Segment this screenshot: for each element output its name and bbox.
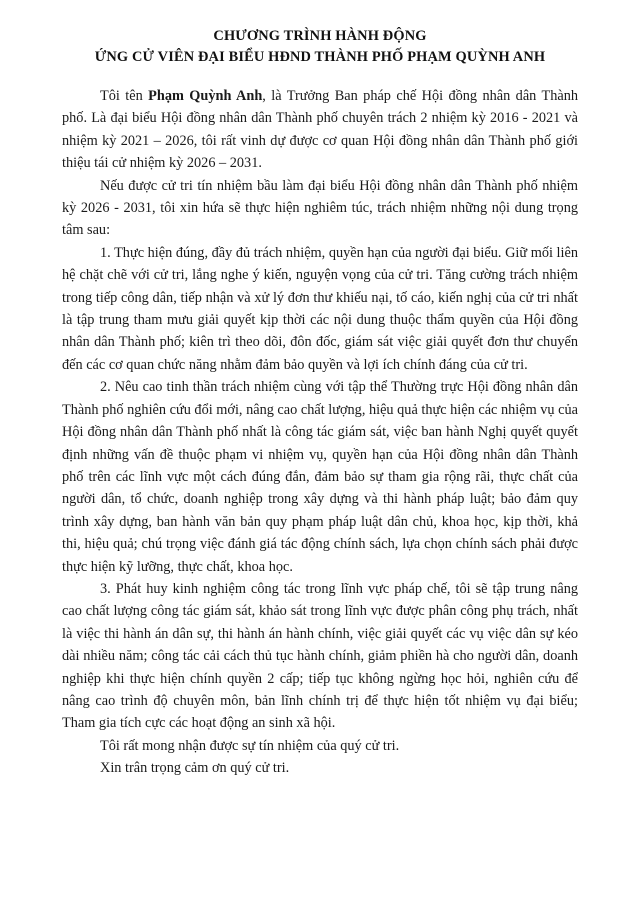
paragraph-item-3 [62,578,578,735]
item-2-number: 2. [100,379,111,396]
paragraph-closing-request: Tôi rất mong nhận được sự tín nhiệm của quý cử tri. [100,737,400,754]
item-2-text: Nêu cao tinh thần trách nhiệm cùng với tập thể Thường trực Hội đồng nhân dân Thành phố nghiên cứu đổi mới, nâng cao chất lượng, hiệu quả thực hiện các nhiệm vụ của Hội đồng nhân dân Thành phố nhất là công tác giám sát, việc ban hành Nghị quyết quyết định những vấn đề thuộc phạm vi nhiệm vụ, quyền hạn của Hội đồng nhân dân Thành phố trên các lĩnh vực một cách đúng đắn, đảm bảo sự tham gia rộng rãi, thực chất của người dân, tổ chức, doanh nghiệp trong xây dựng và thi hành pháp luật; bảo đảm quy trình xây dựng, ban hành văn bản quy phạm pháp luật dân chủ, khoa học, kịp thời, khả thi, hiệu quả; chú trọng việc đánh giá tác động chính sách, lựa chọn chính sách phải được thực hiện kỹ lưỡng, thực chất, khoa học. [62,379,578,575]
paragraph-item-1 [62,242,578,376]
page-title [62,26,578,68]
item-3-number: 3. [100,580,111,597]
title-line-candidate: ỨNG CỬ VIÊN ĐẠI BIỂU HĐND THÀNH PHỐ PHẠM QUỲNH ANH [94,49,546,65]
item-1-text: Thực hiện đúng, đầy đủ trách nhiệm, quyền hạn của người đại biểu. Giữ mối liên hệ chặt chẽ với cử tri, lắng nghe ý kiến, nguyện vọng của cử tri. Tăng cường trách nhiệm trong tiếp công dân, tiếp nhận và xử lý đơn thư khiếu nại, tố cáo, kiến nghị của cử tri nhất là tập trung tham mưu giải quyết kịp thời các nội dung thuộc thẩm quyền của Hội đồng nhân dân Thành phố; kiên trì theo dõi, đôn đốc, giám sát việc giải quyết đơn thư chuyển đến các cơ quan chức năng nhằm đảm bảo quyền và lợi ích chính đáng của cử tri. [62,244,578,373]
intro-text-before-name: Tôi tên [100,88,149,104]
paragraph-introduction [62,85,578,175]
paragraph-closing-thanks: Xin trân trọng cảm ơn quý cử tri. [100,760,290,777]
document-body [62,85,578,780]
item-1-number: 1. [100,244,111,261]
item-3-text: Phát huy kinh nghiệm công tác trong lĩnh vực pháp chế, tôi sẽ tập trung nâng cao chất lượng công tác giám sát, khảo sát trong lĩnh vực được phân công phụ trách, nhất là việc thi hành án dân sự, thi hành án hành chính, việc giải quyết các vụ việc dân sự kéo dài nhiều năm; công tác cải cách thủ tục hành chính, giảm phiền hà cho người dân, doanh nghiệp khi thực hiện chính quyền 2 cấp; tiếp tục không ngừng học hỏi, nghiên cứu để nâng cao trình độ chuyên môn, bản lĩnh chính trị để thực hiện tốt nhiệm vụ đại biểu; Tham gia tích cực các hoạt động an sinh xã hội. [62,580,578,732]
intro-text-after-name: , là Trưởng Ban pháp chế Hội đồng nhân dân Thành phố. Là đại biểu Hội đồng nhân dân Thành phố chuyên trách 2 nhiệm kỳ 2016 - 2021 và nhiệm kỳ 2021 – 2026, tôi rất vinh dự được cơ quan Hội đồng nhân dân Thành phố giới thiệu tái cử nhiệm kỳ 2026 – 2031. [62,88,578,172]
paragraph-pledge: Nếu được cử tri tín nhiệm bầu làm đại biểu Hội đồng nhân dân Thành phố nhiệm kỳ 2026 - 2031, tôi xin hứa sẽ thực hiện nghiêm túc, trách nhiệm những nội dung trọng tâm sau: [62,177,578,239]
candidate-name: Phạm Quỳnh Anh [148,88,263,104]
paragraph-item-2 [62,376,578,578]
title-line-program: CHƯƠNG TRÌNH HÀNH ĐỘNG [213,28,427,44]
